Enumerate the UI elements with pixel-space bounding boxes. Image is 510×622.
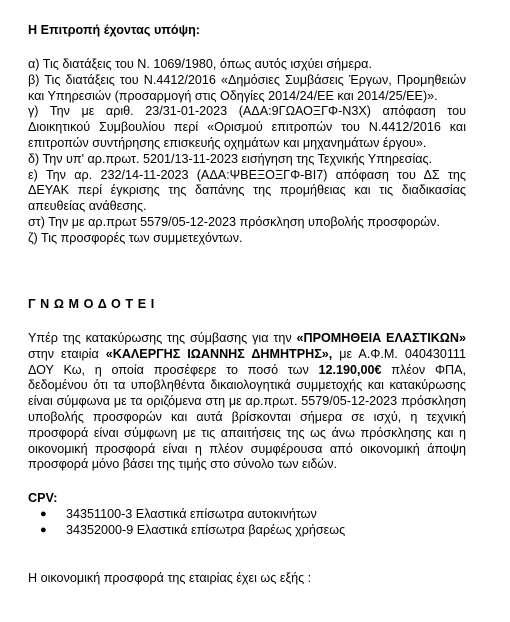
decision-text-2: στην εταιρία: [28, 346, 106, 361]
list-item: [40, 523, 345, 539]
cpv-list: [40, 507, 345, 539]
decision-text-4: πλέον ΦΠΑ, δεδομένου ότι τα υποβληθέντα δικαιολογητικά συμμετοχής και κατακύρωσης είναι σύμφωνα με τα οριζόμενα στη με αρ.πρωτ. 5579/05-12-2023 πρόσκληση υποβολής προσφορών και αυτά βρίσκονται σήμερα σε ισχύ, η τεχνική προσφορά είναι σύμφωνη με τις απαιτήσεις της ως άνω πρόσκλησης και η οικονομική προσφορά είναι η πλέον συμφέρουσα από οικονομική άποψη προσφορά μόνο βάσει της τιμής στο σύνολο των ειδών.: [28, 362, 466, 472]
list-item: [40, 507, 345, 523]
decision-paragraph: [28, 331, 466, 473]
considerations-list: [28, 57, 466, 247]
cpv-item-text: 34351100-3 Ελαστικά επίσωτρα αυτοκινήτων: [66, 507, 317, 521]
clause-a: α) Τις διατάξεις του Ν. 1069/1980, όπως αυτός ισχύει σήμερα.: [28, 57, 372, 71]
decision-text-1: Υπέρ της κατακύρωσης της σύμβασης για την: [28, 331, 297, 345]
clause-d: δ) Την υπ' αρ.πρωτ. 5201/13-11-2023 εισήγηση της Τεχνικής Υπηρεσίας.: [28, 151, 433, 166]
section-heading: Η Επιτροπή έχοντας υπόψη:: [28, 23, 200, 37]
bullet-icon: ●: [40, 508, 47, 520]
bullet-icon: ●: [40, 523, 47, 536]
clause-z: ζ) Τις προσφορές των συμμετεχόντων.: [28, 230, 243, 245]
offer-amount: 12.190,00€: [318, 362, 382, 377]
clause-c: γ) Την με αριθ. 23/31-01-2023 (ΑΔΑ:9ΓΩΑΟΞΓΦ-Ν3Χ) απόφαση του Διοικητικού Συμβουλίου περί «Ορισμού επιτροπών του Ν.4412/2016 και επιτροπών συντήρησης επισκευής οχημάτων και μηχανημάτων έργου».: [28, 104, 466, 150]
company-name: «ΚΑΛΕΡΓΗΣ ΙΩΑΝΝΗΣ ΔΗΜΗΤΡΗΣ»,: [105, 346, 333, 361]
clause-st: στ) Την με αρ.πρωτ 5579/05-12-2023 πρόσκληση υποβολής προσφορών.: [28, 214, 440, 229]
procurement-item: «ΠΡΟΜΗΘΕΙΑ ΕΛΑΣΤΙΚΩΝ»: [296, 331, 466, 345]
clause-e: ε) Την αρ. 232/14-11-2023 (ΑΔΑ:ΨΒΕΞΟΞΓΦ-ΒΙ7) απόφαση του ΔΣ της ΔΕΥΑΚ περί έγκρισης της δαπάνης της προμήθειας και τις διαδικασίας απευθείας ανάθεσης.: [28, 167, 466, 214]
decision-text-3: με Α.Φ.Μ. 040430111 ΔΟΥ Κω, η οποία προσέφερε το ποσό των: [28, 346, 466, 377]
offer-intro: Η οικονομική προσφορά της εταιρίας έχει ως εξής :: [28, 571, 312, 585]
decision-heading: ΓΝΩΜΟΔΟΤΕΙ: [28, 297, 159, 311]
cpv-label: CPV:: [28, 491, 58, 505]
cpv-item-text: 34352000-9 Ελαστικά επίσωτρα βαρέως χρήσεως: [66, 522, 346, 537]
clause-b: β) Τις διατάξεις του Ν.4412/2016 «Δημόσιες Συμβάσεις Έργων, Προμηθειών και Υπηρεσιών (προσαρμογή στις Οδηγίες 2014/24/ΕΕ και 2014/25/ΕΕ)».: [28, 72, 466, 103]
